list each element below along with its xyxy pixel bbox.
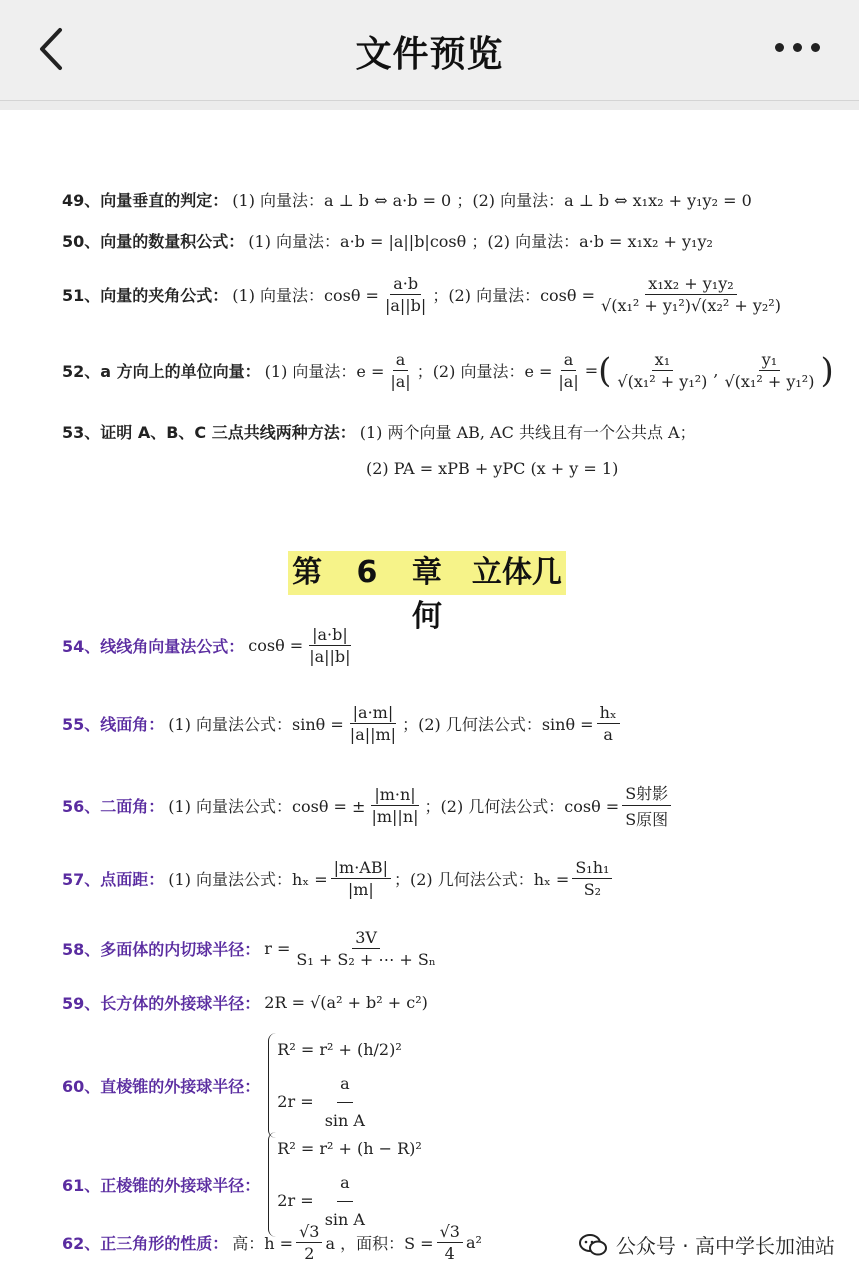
formula-text: r = (264, 939, 291, 958)
numerator: a (393, 350, 409, 371)
numerator: x₁x₂ + y₁y₂ (645, 274, 736, 295)
fraction (555, 350, 581, 391)
fraction (387, 350, 413, 391)
numerator: |m·n| (371, 785, 418, 806)
numerator: |a·m| (350, 703, 397, 724)
watermark-text: 公众号 · 高中学长加油站 (615, 1234, 835, 1258)
watermark (578, 1230, 835, 1259)
formula-label: 52、a 方向上的单位向量： (62, 362, 261, 381)
denominator: |m||n| (371, 807, 419, 826)
formula-label: 57、点面距： (62, 870, 165, 889)
formula-label: 55、线面角： (62, 715, 165, 734)
denominator: S₂ (583, 880, 602, 899)
denominator: √(x₁² + y₁²) (617, 372, 708, 391)
formula-row-62 (62, 1222, 482, 1263)
numerator: √3 (437, 1222, 463, 1243)
fraction (598, 274, 784, 315)
formula-text: ；(2) 几何法公式：cosθ = (424, 797, 620, 816)
formula-row-54 (62, 625, 357, 666)
denominator: |a||b| (309, 647, 351, 666)
more-dots-icon[interactable] (775, 40, 821, 56)
denominator: sin A (324, 1111, 365, 1130)
formula-row-51 (62, 274, 787, 315)
formula-text: (1) 向量法：a·b = |a||b|cosθ ；(2) 向量法：a·b = x₁x₂ + y₁y₂ (248, 232, 713, 251)
fraction (382, 274, 429, 315)
formula-row-56 (62, 781, 674, 830)
denominator: S原图 (625, 810, 669, 829)
formula-row-50 (62, 229, 713, 252)
fraction (622, 781, 671, 830)
fraction (721, 350, 817, 391)
formula-text: R² = r² + (h/2)² (277, 1040, 402, 1059)
fraction (572, 858, 612, 899)
formula-row-55 (62, 703, 623, 744)
formula-text: ；(2) 向量法：cosθ = (432, 286, 595, 305)
numerator: √3 (296, 1222, 322, 1243)
formula-text: 高：h = (232, 1234, 294, 1253)
formula-label: 51、向量的夹角公式： (62, 286, 229, 305)
formula-label: 58、多面体的内切球半径： (62, 940, 261, 959)
formula-text: cosθ = (248, 636, 304, 655)
formula-label: 54、线线角向量法公式： (62, 637, 245, 656)
formula-label: 60、直棱锥的外接球半径： (62, 1077, 261, 1096)
fraction (347, 703, 399, 744)
formula-text: = (584, 361, 599, 380)
denominator: |a||m| (349, 725, 397, 744)
formula-line (277, 1067, 401, 1138)
denominator: a (603, 725, 613, 744)
formula-row-60 (62, 1033, 402, 1138)
fraction (296, 1222, 322, 1263)
top-bar (0, 0, 859, 101)
fraction (437, 1222, 463, 1263)
formula-row-53-line2 (366, 459, 618, 478)
chapter-heading: 第 6 章 立体几何 (288, 551, 566, 595)
formula-row-53 (62, 420, 696, 443)
numerator: S₁h₁ (572, 858, 612, 879)
denominator: |a| (390, 372, 411, 391)
formula-label: 50、向量的数量积公式： (62, 232, 245, 251)
formula-text: 2r = (277, 1191, 314, 1210)
formula-label: 53、证明 A、B、C 三点共线两种方法： (62, 423, 356, 442)
fraction (368, 785, 421, 826)
numerator: a·b (390, 274, 421, 295)
formula-text: (1) 向量法：a ⊥ b ⇔ a·b = 0 ；(2) 向量法：a ⊥ b ⇔ x₁x₂ + y₁y₂ = 0 (232, 191, 752, 210)
formula-label: 61、正棱锥的外接球半径： (62, 1176, 261, 1195)
numerator: |m·AB| (331, 858, 391, 879)
formula-text: (1) 向量法：cosθ = (232, 286, 379, 305)
denominator: 4 (444, 1244, 455, 1263)
fraction (614, 350, 710, 391)
formula-text: 2r = (277, 1092, 314, 1111)
denominator: sin A (324, 1210, 365, 1229)
formula-row-49 (62, 188, 752, 211)
formula-text: (1) 向量法公式：hₓ = (168, 870, 328, 889)
denominator: √(x₁² + y₁²) (724, 372, 815, 391)
numerator: y₁ (759, 350, 780, 371)
denominator: |a||b| (384, 296, 427, 315)
denominator: S₁ + S₂ + ⋯ + Sₙ (296, 950, 436, 969)
numerator: hₓ (597, 703, 620, 724)
numerator: 3V (352, 928, 380, 949)
formula-text: a ，面积：S = (325, 1234, 434, 1253)
formula-row-57 (62, 858, 615, 899)
numerator: x₁ (652, 350, 673, 371)
formula-text: ；(2) 向量法：e = (416, 362, 553, 381)
formula-text: (1) 向量法公式：cosθ = ± (168, 797, 366, 816)
formula-row-59 (62, 991, 428, 1014)
formula-text: R² = r² + (h − R)² (277, 1139, 422, 1158)
formula-text: 2R = √(a² + b² + c²) (264, 993, 428, 1012)
denominator: 2 (304, 1244, 315, 1263)
formula-text: ；(2) 几何法公式：sinθ = (402, 715, 594, 734)
formula-label: 49、向量垂直的判定： (62, 191, 229, 210)
denominator: |m| (347, 880, 374, 899)
denominator: √(x₁² + y₁²)√(x₂² + y₂²) (601, 296, 781, 315)
denominator: |a| (558, 372, 579, 391)
fraction (306, 625, 353, 666)
wechat-icon (578, 1233, 608, 1257)
formula-text: ；(2) 几何法公式：hₓ = (393, 870, 570, 889)
case-brace (268, 1033, 401, 1138)
formula-text: (1) 向量法：e = (264, 362, 385, 381)
formula-text: (1) 向量法公式：sinθ = (168, 715, 344, 734)
numerator: |a·b| (309, 625, 351, 646)
numerator: a (337, 1166, 353, 1202)
formula-label: 59、长方体的外接球半径： (62, 994, 261, 1013)
formula-label: 56、二面角： (62, 797, 165, 816)
formula-row-52: 52、a 方向上的单位向量： (1) 向量法：e = $\frac{a}{|a|}$ ；(2) 向量法：e = $\frac{a}{|a|}$ = ( $\frac{\text{x₁}}{\text{√(x₁² + y₁²)}}$ , $\frac{\text{y₁}}{\text{√(x₁² + y₁²)}}$ ) (62, 350, 834, 391)
formula-label: 62、正三角形的性质： (62, 1234, 229, 1253)
numerator: a (561, 350, 577, 371)
formula-text: (2) PA = xPB + yPC (x + y = 1) (366, 459, 619, 478)
numerator: S射影 (622, 781, 671, 806)
fraction (597, 703, 620, 744)
formula-text: (1) 两个向量 AB, AC 共线且有一个公共点 A； (359, 423, 696, 442)
fraction (331, 858, 391, 899)
page-title: 文件预览 (355, 34, 504, 75)
fraction (322, 1067, 368, 1138)
fraction (293, 928, 438, 969)
numerator: a (337, 1067, 353, 1103)
formula-text: a² (465, 1233, 482, 1252)
formula-row-58 (62, 928, 442, 969)
